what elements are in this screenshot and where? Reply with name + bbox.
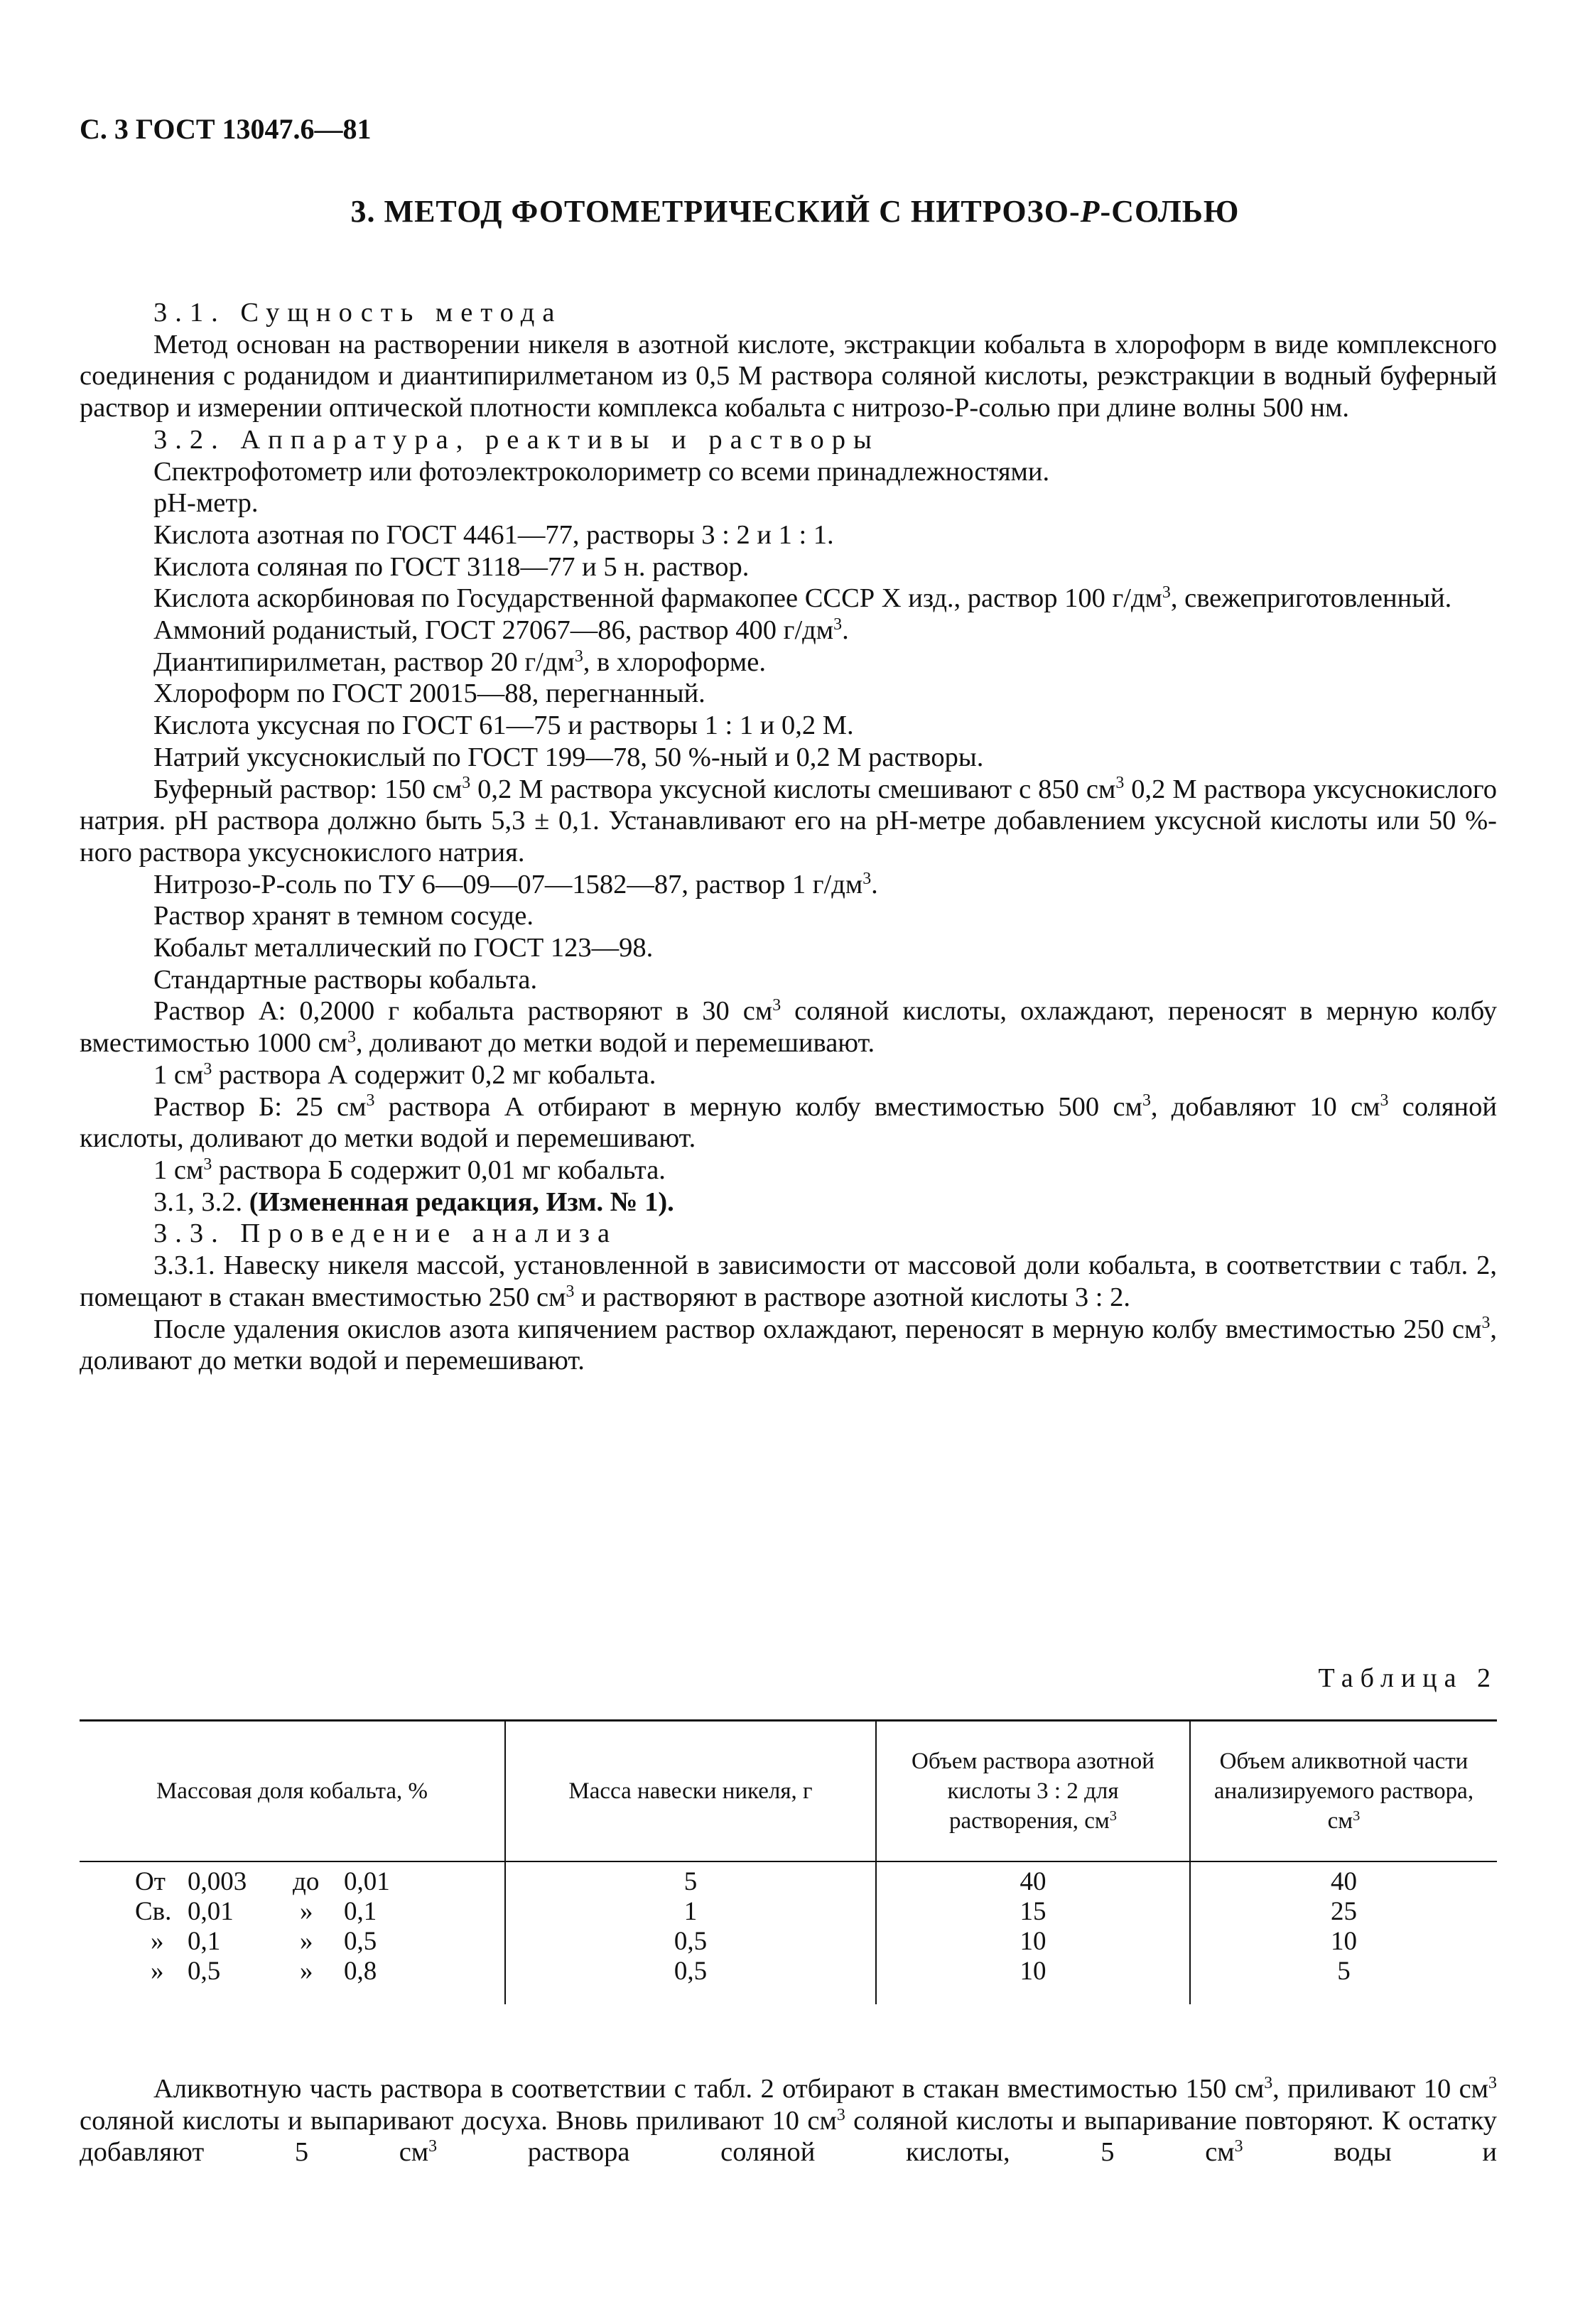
item-solution-a-content: 1 $см^3$ раствора А содержит 0,2 мг кобальта.: [153, 1059, 656, 1090]
table-row: От 0,003 до 0,01 5 40 40: [135, 1867, 1357, 1896]
table-2: [80, 1719, 1497, 2004]
item-acetic-acid: Кислота уксусная по ГОСТ 61—75 и растворы 1 : 1 и 0,2 М.: [153, 710, 854, 741]
item-nitric-acid: Кислота азотная по ГОСТ 4461—77, растворы 3 : 2 и 1 : 1.: [153, 519, 834, 550]
item-hydrochloric-acid: Кислота соляная по ГОСТ 3118—77 и 5 н. раствор.: [153, 551, 750, 582]
paragraph-3-3-1: 3.3.1. Навеску никеля массой, установленной в зависимости от массовой доли кобальта, в соответствии с табл. 2, помещают в стакан вместимостью 250 $см^3$ и растворяют в растворе азотной кислоты 3 : 2.: [80, 1250, 1497, 1312]
item-dark-storage: Раствор хранят в темном сосуде.: [153, 901, 534, 931]
item-ph-meter: pH-метр.: [153, 488, 259, 519]
bottom-text: [80, 2073, 1497, 2168]
table-caption: Таблица 2: [1318, 1663, 1498, 1693]
paragraph-3-3-1-continued: После удаления окислов азота кипячением раствор охлаждают, переносят в мерную колбу вместимостью 250 $см^3$, доливают до метки водой и перемешивают.: [80, 1314, 1497, 1376]
heading-3-2: 3.2. Аппаратура, реактивы и растворы: [153, 424, 880, 455]
header-aliquot-volume: Объем аликвотной части анализируемого раствора, $см^3$: [1213, 1749, 1474, 1834]
item-standard-solutions: Стандартные растворы кобальта.: [153, 964, 538, 995]
item-diantipyrylmethane: Диантипирилметан, раствор 20 $г/дм^3$, в хлороформе.: [153, 647, 766, 677]
item-chloroform: Хлороформ по ГОСТ 20015—88, перегнанный.: [153, 679, 705, 709]
item-solution-b: Раствор Б: 25 $см^3$ раствора А отбирают в мерную колбу вместимостью 500 $см^3$, добавляют 10 $см^3$ соляной кислоты, доливают до метки водой и перемешивают.: [80, 1091, 1497, 1154]
item-ammonium-thiocyanate: Аммоний роданистый, ГОСТ 27067—86, раствор 400 $г/дм^3$.: [153, 615, 849, 646]
header-cobalt-fraction: Массовая доля кобальта, %: [156, 1778, 428, 1804]
heading-3-1: 3.1. Сущность метода: [153, 298, 563, 328]
table-row: » 0,5 » 0,8 0,5 10 5: [151, 1957, 1351, 1986]
paragraph-aliquot: Аликвотную часть раствора в соответствии с табл. 2 отбирают в стакан вместимостью 150 $см^3$, приливают 10 $см^3$ соляной кислоты и выпаривают досуха. Вновь приливают 10 $см^3$ соляной кислоты и выпаривание повторяют. К остатку добавляют 5 $см^3$ раствора соляной кислоты, 5 $см^3$ воды и: [80, 2073, 1497, 2168]
paragraph-method-essence: Метод основан на растворении никеля в азотной кислоте, экстракции кобальта в хлороформ в виде комплексного соединения с роданидом и диантипирилметаном из 0,5 М раствора соляной кислоты, реэкстракции в водный буферный раствор и измерении оптической плотности комплекса кобальта с нитрозо-Р-солью при длине волны 500 нм.: [80, 329, 1497, 423]
item-spectrophotometer: Спектрофотометр или фотоэлектроколориметр со всеми принадлежностями.: [153, 456, 1050, 487]
item-buffer-solution: Буферный раствор: 150 $см^3$ 0,2 М раствора уксусной кислоты смешивают с 850 $см^3$ 0,2 М раствора уксуснокислого натрия. pH раствора должно быть 5,3 ± 0,1. Устанавливают его на pH-метре добавлением уксусной кислоты или 50 %-ного раствора уксуснокислого натрия.: [80, 774, 1497, 868]
item-cobalt-metal: Кобальт металлический по ГОСТ 123—98.: [153, 933, 654, 963]
item-nitroso-r-salt: Нитрозо-Р-соль по ТУ 6—09—07—1582—87, раствор 1 $г/дм^3$.: [153, 869, 878, 899]
item-ascorbic-acid: Кислота аскорбиновая по Государственной фармакопее СССР X изд., раствор 100 $г/дм^3$, свежеприготовленный.: [153, 583, 1452, 614]
section-title: 3. МЕТОД ФОТОМЕТРИЧЕСКИЙ С НИТРОЗО-Р-СОЛЬЮ: [350, 194, 1240, 229]
heading-3-3: 3.3. Проведение анализа: [153, 1218, 618, 1249]
item-sodium-acetate: Натрий уксуснокислый по ГОСТ 199—78, 50 %-ный и 0,2 М растворы.: [153, 742, 984, 772]
amendment-note: 3.1, 3.2. (Измененная редакция, Изм. № 1).: [153, 1187, 674, 1217]
header-acid-volume: Объем раствора азотной кислоты 3 : 2 для растворения, $см^3$: [912, 1749, 1154, 1834]
body-text: [80, 297, 1497, 1377]
item-solution-a: Раствор А: 0,2000 г кобальта растворяют в 30 $см^3$ соляной кислоты, охлаждают, переносят в мерную колбу вместимостью 1000 $см^3$, доливают до метки водой и перемешивают.: [80, 996, 1497, 1059]
table-row: » 0,1 » 0,5 0,5 10 10: [151, 1927, 1357, 1956]
page-header: С. 3 ГОСТ 13047.6—81: [80, 113, 372, 145]
table-row: Св. 0,01 » 0,1 1 15 25: [135, 1897, 1357, 1926]
table-header: [80, 1722, 1497, 1862]
item-solution-b-content: 1 $см^3$ раствора Б содержит 0,01 мг кобальта.: [153, 1155, 666, 1185]
header-nickel-mass: Масса навески никеля, г: [568, 1778, 813, 1804]
